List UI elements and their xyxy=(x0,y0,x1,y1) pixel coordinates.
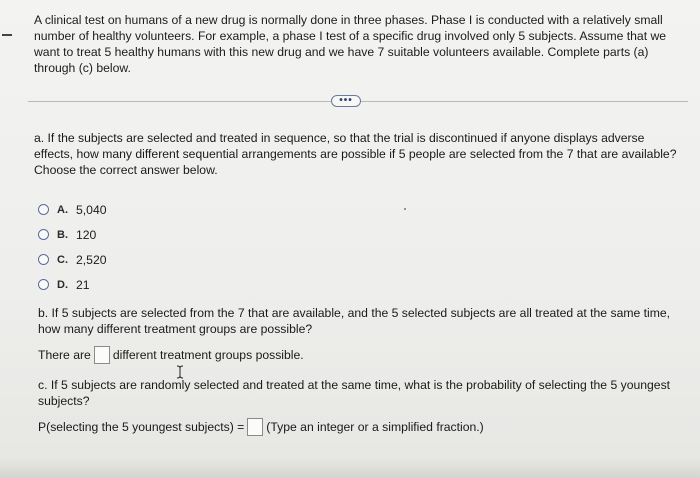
option-value: 21 xyxy=(76,277,90,292)
option-a[interactable] xyxy=(38,197,107,222)
part-b-prompt: b. If 5 subjects are selected from the 7 that are available, and the 5 selected subjects are all treated at the same time, how many different treatment groups are possible? xyxy=(38,306,671,336)
part-c-answer-input[interactable] xyxy=(247,418,263,436)
option-c[interactable] xyxy=(38,247,107,272)
text-cursor-icon xyxy=(176,365,184,379)
radio-unselected-icon[interactable] xyxy=(38,229,49,240)
option-value: 120 xyxy=(76,227,97,242)
option-d[interactable] xyxy=(38,272,107,297)
part-c-suffix: (Type an integer or a simplified fraction.) xyxy=(266,420,484,434)
part-b-suffix: different treatment groups possible. xyxy=(112,348,304,362)
part-c-answer-line xyxy=(38,418,484,436)
part-b-answer-input[interactable] xyxy=(94,346,110,364)
option-letter: A. xyxy=(57,203,68,216)
option-value: 5,040 xyxy=(76,202,107,217)
option-letter: B. xyxy=(57,228,68,241)
part-c-prefix: P(selecting the 5 youngest subjects) = xyxy=(38,420,245,434)
left-margin-dash xyxy=(2,34,12,36)
option-b[interactable] xyxy=(38,222,107,247)
more-button[interactable]: ••• xyxy=(331,95,361,107)
radio-unselected-icon[interactable] xyxy=(38,254,49,265)
answer-options xyxy=(38,197,107,297)
bottom-shadow xyxy=(0,458,700,478)
screen-speck xyxy=(404,208,406,210)
part-a-prompt: a. If the subjects are selected and treated in sequence, so that the trial is discontinued if anyone displays adverse effects, how many different sequential arrangements are possible if 5 people are selected from the 7 that are available? Choose the correct answer below. xyxy=(34,131,677,177)
part-c-prompt: c. If 5 subjects are randomly selected and treated at the same time, what is the probability of selecting the 5 youngest subjects? xyxy=(38,378,671,408)
part-b-answer-line xyxy=(38,346,304,364)
option-value: 2,520 xyxy=(76,252,107,267)
option-letter: D. xyxy=(57,278,68,291)
radio-unselected-icon[interactable] xyxy=(38,279,49,290)
part-b-prefix: There are xyxy=(38,348,91,362)
option-letter: C. xyxy=(57,253,68,266)
question-stem: A clinical test on humans of a new drug is normally done in three phases. Phase I is conducted with a relatively small number of healthy volunteers. For example, a phase I test of a specific drug involved only 5 subjects. Assume that we want to treat 5 healthy humans with this new drug and we have 7 suitable volunteers available. Complete parts (a) through (c) below. xyxy=(34,13,667,75)
radio-unselected-icon[interactable] xyxy=(38,204,49,215)
